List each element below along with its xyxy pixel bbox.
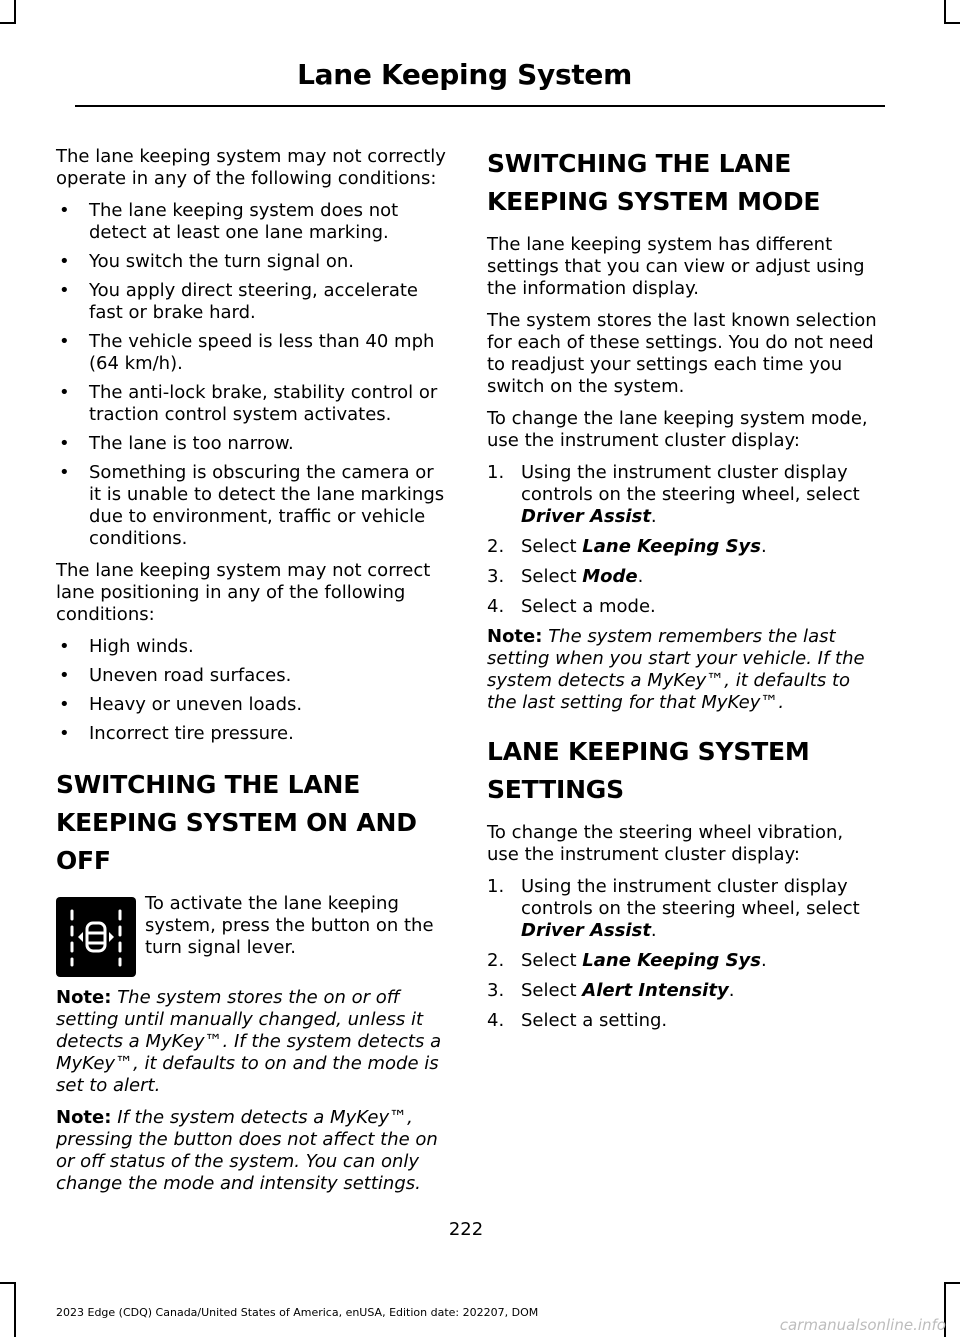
- crop-mark: [14, 0, 16, 22]
- list-item: 3. Select Mode.: [487, 566, 644, 587]
- page-header-title: Lane Keeping System: [297, 58, 632, 91]
- header-rule: [75, 105, 885, 107]
- crop-mark: [944, 1282, 960, 1284]
- mode-steps: [487, 462, 879, 618]
- crop-mark: [0, 1282, 16, 1284]
- list-item: • The lane is too narrow.: [59, 433, 294, 454]
- list-item: • High winds.: [59, 636, 194, 657]
- conditions2-list: [56, 636, 448, 745]
- section-heading-mode: SWITCHING THE LANE KEEPING SYSTEM MODE: [487, 149, 821, 216]
- right-column: [487, 150, 879, 1040]
- list-item: • The vehicle speed is less than 40 mph (64 km/h).: [59, 331, 435, 374]
- settings-steps: [487, 876, 879, 1032]
- list-item: 2. Select Lane Keeping Sys.: [487, 536, 767, 557]
- crop-mark: [0, 22, 16, 24]
- note-mode: Note: The system remembers the last setting when you start your vehicle. If the system detects a MyKey™, it defaults to the last setting for that MyKey™.: [487, 626, 865, 713]
- lane-keeping-icon: [56, 897, 136, 977]
- list-item: • You switch the turn signal on.: [59, 251, 354, 272]
- list-item: 1. Using the instrument cluster display controls on the steering wheel, select Driver Assist.: [487, 876, 860, 941]
- list-item: 4. Select a mode.: [487, 596, 656, 617]
- list-item: • Uneven road surfaces.: [59, 665, 292, 686]
- conditions-list: [56, 200, 448, 550]
- list-item: • You apply direct steering, accelerate fast or brake hard.: [59, 280, 418, 323]
- watermark: carmanualsonline.info: [779, 1316, 946, 1334]
- list-item: 4. Select a setting.: [487, 1010, 668, 1031]
- list-item: 2. Select Lane Keeping Sys.: [487, 950, 767, 971]
- mode-paragraph-3: To change the lane keeping system mode, use the instrument cluster display:: [487, 408, 868, 451]
- note-mykey: Note: If the system detects a MyKey™, pressing the button does not affect the on or off status of the system. You can only change the mode and intensity settings.: [56, 1107, 438, 1194]
- list-item: • Heavy or uneven loads.: [59, 694, 303, 715]
- section-heading-on-off: SWITCHING THE LANE KEEPING SYSTEM ON AND OFF: [56, 770, 417, 875]
- list-item: 1. Using the instrument cluster display controls on the steering wheel, select Driver Assist.: [487, 462, 860, 527]
- edition-footer: 2023 Edge (CDQ) Canada/United States of America, enUSA, Edition date: 202207, DOM: [56, 1306, 539, 1319]
- page-number: 222: [448, 1219, 484, 1240]
- mode-paragraph-1: The lane keeping system has different settings that you can view or adjust using the information display.: [487, 234, 865, 299]
- intro-paragraph: The lane keeping system may not correctly operate in any of the following conditions:: [56, 146, 446, 189]
- intro2-paragraph: The lane keeping system may not correct lane positioning in any of the following conditions:: [56, 560, 431, 625]
- list-item: 3. Select Alert Intensity.: [487, 980, 735, 1001]
- note-on-off: Note: The system stores the on or off setting until manually changed, unless it detects a MyKey™. If the system detects a MyKey™, it defaults to on and the mode is set to alert.: [56, 987, 442, 1096]
- activate-paragraph: To activate the lane keeping system, press the button on the turn signal lever.: [56, 893, 448, 977]
- crop-mark: [14, 1282, 16, 1337]
- section-heading-settings: LANE KEEPING SYSTEM SETTINGS: [487, 737, 810, 804]
- crop-mark: [944, 0, 946, 22]
- settings-paragraph: To change the steering wheel vibration, use the instrument cluster display:: [487, 822, 844, 865]
- mode-paragraph-2: The system stores the last known selection for each of these settings. You do not need to readjust your settings each time you switch on the system.: [487, 310, 877, 397]
- list-item: • Incorrect tire pressure.: [59, 723, 294, 744]
- list-item: • The lane keeping system does not detect at least one lane marking.: [59, 200, 399, 243]
- list-item: • Something is obscuring the camera or it is unable to detect the lane markings due to environment, traffic or vehicle conditions.: [59, 462, 445, 549]
- crop-mark: [944, 22, 960, 24]
- list-item: • The anti-lock brake, stability control or traction control system activates.: [59, 382, 438, 425]
- left-column: [56, 146, 448, 1205]
